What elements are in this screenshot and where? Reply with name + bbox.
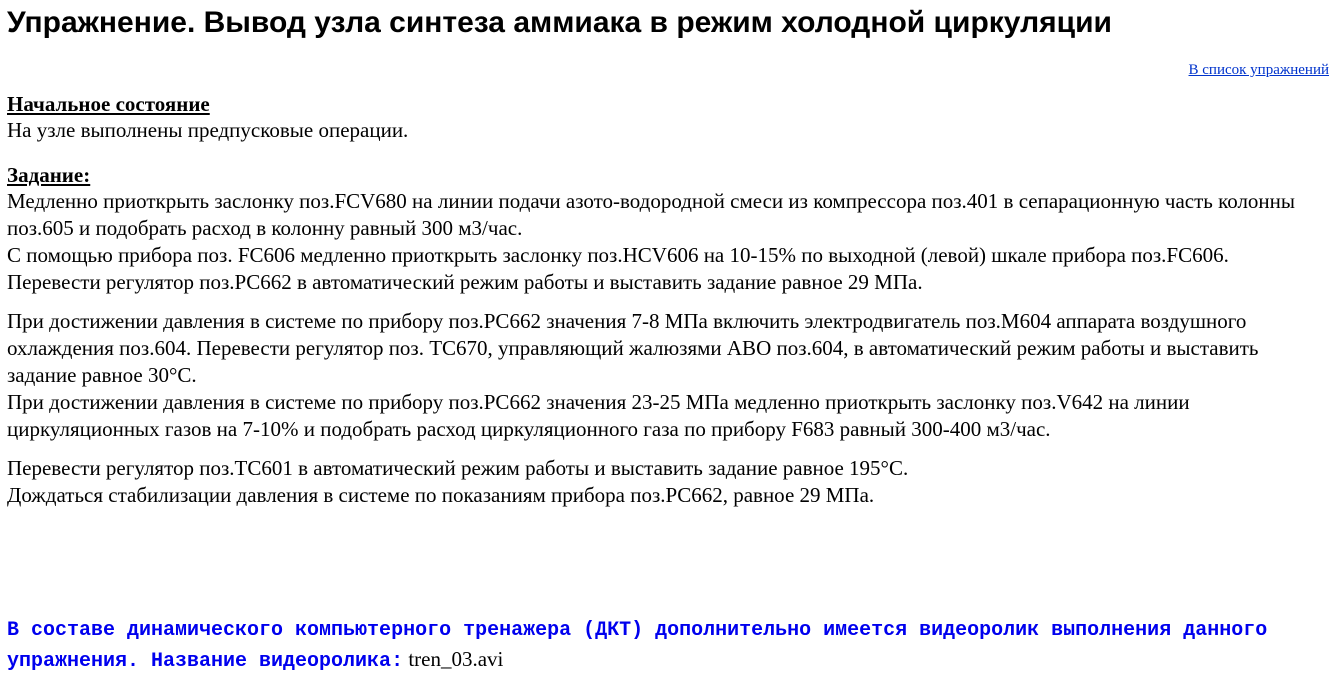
task-step: Дождаться стабилизации давления в системе по показаниям прибора поз.PC662, равное 29 МПа.	[7, 483, 875, 507]
task-step: Медленно приоткрыть заслонку поз.FCV680 на линии подачи азото-водородной смеси из компрессора поз.401 в сепарационную часть колонны поз.605 и подобрать расход в колонну равный 300 м3/час.	[7, 189, 1296, 240]
back-link-row	[7, 61, 1329, 79]
page-title: Упражнение. Вывод узла синтеза аммиака в режим холодной циркуляции	[7, 6, 1112, 39]
paragraph-gap	[7, 296, 1329, 308]
paragraph-gap	[7, 443, 1329, 455]
page-content	[7, 0, 1329, 509]
task-step: Перевести регулятор поз.PC662 в автоматический режим работы и выставить задание равное 29 МПа.	[7, 270, 923, 294]
initial-state-text: На узле выполнены предпусковые операции.	[7, 118, 409, 142]
task-heading: Задание:	[7, 163, 91, 187]
video-note	[7, 614, 1329, 676]
initial-state-heading: Начальное состояние	[7, 92, 210, 116]
initial-state-section	[7, 91, 1329, 144]
exercise-list-link[interactable]: В список упражнений	[1188, 62, 1329, 78]
video-filename: tren_03.avi	[408, 647, 504, 671]
video-note-text: В составе динамического компьютерного тренажера (ДКТ) дополнительно имеется видеоролик выполнения данного упражнения. Название видеоролика:	[7, 619, 1268, 673]
task-step: Перевести регулятор поз.TC601 в автоматический режим работы и выставить задание равное 195°C.	[7, 456, 909, 480]
task-step: При достижении давления в системе по прибору поз.PC662 значения 23-25 МПа медленно приоткрыть заслонку поз.V642 на линии циркуляционных газов на 7-10% и подобрать расход циркуляционного газа по прибору F683 равный 300-400 м3/час.	[7, 390, 1190, 441]
task-section	[7, 162, 1329, 509]
task-step: С помощью прибора поз. FC606 медленно приоткрыть заслонку поз.HCV606 на 10-15% по выходной (левой) шкале прибора поз.FC606.	[7, 243, 1229, 267]
task-step: При достижении давления в системе по прибору поз.PC662 значения 7-8 МПа включить электродвигатель поз.M604 аппарата воздушного охлаждения поз.604. Перевести регулятор поз. TC670, управляющий жалюзями АВО поз.604, в автоматический режим работы и выставить задание равное 30°C.	[7, 309, 1259, 387]
